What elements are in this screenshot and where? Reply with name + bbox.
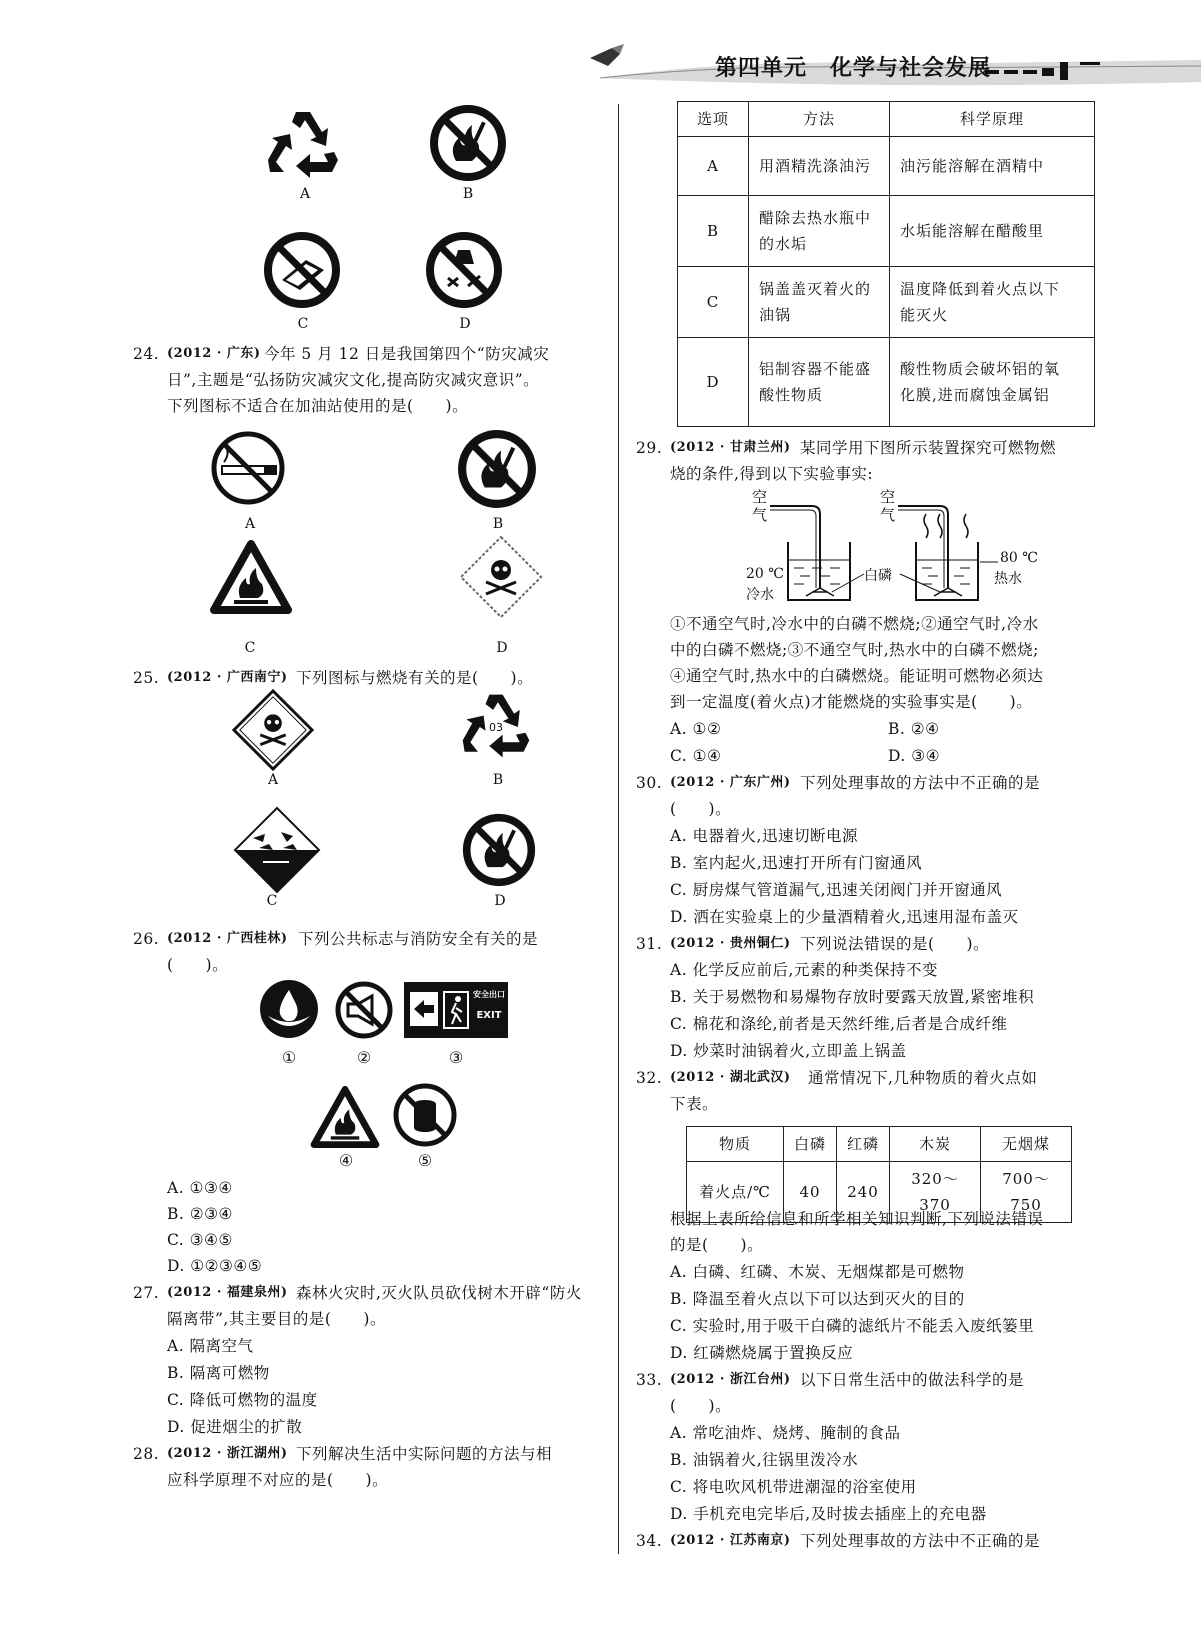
q31-option-b: B. 关于易燃物和易爆物存放时要露天放置,紧密堆积 [670,988,1035,1006]
q29-fact-2: 中的白磷不燃烧;③不通空气时,热水中的白磷不燃烧; [670,641,1039,659]
table-header: 科学原理 [890,102,1095,137]
q33-text: 以下日常生活中的做法科学的是 [800,1371,1025,1389]
table-cell: 700～750 [981,1162,1072,1223]
q26-text-2: ( )。 [167,956,229,974]
table-header-row [678,102,1095,137]
q24-label-d: D [496,640,508,656]
q34-source: (2012 · 江苏南京) [670,1533,791,1548]
q32-text-2: 下表。 [670,1095,719,1113]
exit-sign-cn: 安全出口 [473,990,505,999]
table-cell: 240 [837,1162,890,1223]
flammable-warning-icon [210,540,292,614]
table-header: 方法 [749,102,890,137]
q27-option-b: B. 隔离可燃物 [167,1364,270,1382]
table-row [678,338,1095,427]
q26-label-5: ⑤ [417,1151,433,1170]
recycle-code-icon [457,690,535,764]
table-header: 白磷 [784,1127,837,1162]
q29-fact-1: ①不通空气时,冷水中的白磷不燃烧;②通空气时,冷水 [670,615,1039,633]
q30-option-c: C. 厨房煤气管道漏气,迅速关闭阀门并开窗通风 [670,881,1003,899]
q33-option-d: D. 手机充电完毕后,及时拔去插座上的充电器 [670,1505,987,1523]
q24-label-a: A [244,516,256,532]
q26-label-2: ② [356,1048,372,1067]
table-cell [890,267,1095,338]
q29-source: (2012 · 甘肃兰州) [670,440,791,455]
cell-text: 温度降低到着火点以下能灭火 [900,280,1061,324]
q33-option-c: C. 将电吹风机带进潮湿的浴室使用 [670,1478,917,1496]
exit-sign-text: EXIT [476,1010,502,1021]
q29-option-b: B. ②④ [888,720,940,738]
toxic-diamond-icon [458,534,544,620]
no-flammables-icon [392,1082,458,1148]
q27-num: 27. [133,1284,160,1302]
q26-label-3: ③ [448,1048,464,1067]
right-temp-label: 80 ℃ [1000,550,1038,566]
no-open-flame-icon [456,428,538,510]
air-label-left: 空气 [752,488,768,524]
q31-text: 下列说法错误的是( )。 [800,935,990,953]
q32-option-a: A. 白磷、红磷、木炭、无烟煤都是可燃物 [670,1263,965,1281]
table-cell: 着火点/℃ [687,1162,784,1223]
table-cell: A [678,137,749,196]
q31-option-d: D. 炒菜时油锅着火,立即盖上锅盖 [670,1042,907,1060]
q26-option-c: C. ③④⑤ [167,1231,233,1249]
table-cell: 320～370 [890,1162,981,1223]
q32-source: (2012 · 湖北武汉) [670,1070,791,1085]
running-man-icon [442,990,470,1030]
q26-label-4: ④ [338,1151,354,1170]
q24-text-1: 今年 5 月 12 日是我国第四个“防灾减灾 [264,345,550,363]
table-cell [749,338,890,427]
table-header: 红磷 [837,1127,890,1162]
q32-option-c: C. 实验时,用于吸干白磷的滤纸片不能丢入废纸篓里 [670,1317,1035,1335]
q29-option-d: D. ③④ [888,747,941,765]
exit-arrow-icon [410,992,438,1026]
table-cell: B [678,196,749,267]
q25-label-d: D [494,893,506,909]
q32-option-d: D. 红磷燃烧属于置换反应 [670,1344,854,1362]
exit-sign-icon [404,982,508,1038]
table-cell: 水垢能溶解在醋酸里 [890,196,1095,267]
q27-option-a: A. 隔离空气 [167,1337,254,1355]
left-temp-label: 20 ℃ [746,566,784,582]
q32-num: 32. [636,1069,663,1087]
q23-label-b: B [462,186,474,202]
column-divider [618,104,619,1554]
q30-num: 30. [636,774,663,792]
q29-fact-4: 到一定温度(着火点)才能燃烧的实验事实是( )。 [670,693,1033,711]
q32-option-b: B. 降温至着火点以下可以达到灭火的目的 [670,1290,965,1308]
q31-num: 31. [636,935,663,953]
q23-label-d: D [459,316,471,332]
q33-num: 33. [636,1371,663,1389]
q26-option-d: D. ①②③④⑤ [167,1257,263,1275]
toxic-diamond-icon [231,688,315,772]
q28-text-2: 应科学原理不对应的是( )。 [167,1471,389,1489]
q25-text: 下列图标与燃烧有关的是( )。 [296,669,534,687]
recycle-icon [262,108,344,184]
table-cell [749,267,890,338]
q29-option-a: A. ①② [670,720,722,738]
water-saving-icon [258,978,320,1040]
recycle-code-text: 03 [489,721,503,734]
q26-source: (2012 · 广西桂林) [167,931,288,946]
q28-text: 下列解决生活中实际问题的方法与相 [296,1445,553,1463]
table-header: 无烟煤 [981,1127,1072,1162]
q30-option-d: D. 洒在实验桌上的少量酒精着火,迅速用湿布盖灭 [670,908,1019,926]
no-open-flame-icon [461,812,537,888]
q30-option-b: B. 室内起火,迅速打开所有门窗通风 [670,854,923,872]
right-water-label: 热水 [994,571,1022,587]
q33-text-2: ( )。 [670,1397,732,1415]
table-cell: 油污能溶解在酒精中 [890,137,1095,196]
q30-option-a: A. 电器着火,迅速切断电源 [670,827,858,845]
q32-text-3: 根据上表所给信息和所学相关知识判断,下列说法错误 [670,1210,1044,1228]
q23-label-a: A [299,186,311,202]
cell-text: 酸性物质会破坏铝的氧化膜,进而腐蚀金属铝 [900,360,1061,404]
q30-text-2: ( )。 [670,800,732,818]
q27-text-2: 隔离带”,其主要目的是( )。 [167,1310,386,1328]
q28-source: (2012 · 浙江湖州) [167,1446,288,1461]
page-header-title: 第四单元 化学与社会发展 [715,56,992,81]
table-cell [749,196,890,267]
q29-option-c: C. ①④ [670,747,722,765]
q27-option-d: D. 促进烟尘的扩散 [167,1418,303,1436]
q28-num: 28. [133,1445,160,1463]
q24-source: (2012 · 广东) [167,346,261,361]
q30-source: (2012 · 广东广州) [670,775,791,790]
table-row [678,196,1095,267]
q28-table [677,101,1095,427]
q25-source: (2012 · 广西南宁) [167,670,288,685]
q27-text: 森林火灾时,灭火队员砍伐树木开辟“防火 [296,1284,582,1302]
q34-num: 34. [636,1532,663,1550]
table-header: 木炭 [890,1127,981,1162]
q32-text: 通常情况下,几种物质的着火点如 [808,1069,1038,1087]
no-matches-icon [262,230,342,310]
q25-label-b: B [492,772,504,788]
q29-text-2: 烧的条件,得到以下实验事实: [670,465,874,483]
q26-label-1: ① [281,1048,297,1067]
q26-num: 26. [133,930,160,948]
cell-text: 用酒精洗涤油污 [759,157,872,175]
q26-option-b: B. ②③④ [167,1205,233,1223]
q33-source: (2012 · 浙江台州) [670,1372,791,1387]
q25-label-a: A [267,772,279,788]
q23-label-c: C [297,316,309,332]
q33-option-a: A. 常吃油炸、烧烤、腌制的食品 [670,1424,901,1442]
no-open-flame-icon [428,103,508,183]
q29-text: 某同学用下图所示装置探究可燃物燃 [800,439,1057,457]
q27-source: (2012 · 福建泉州) [167,1285,288,1300]
table-cell: D [678,338,749,427]
q24-text-3: 下列图标不适合在加油站使用的是( )。 [167,397,469,415]
q24-text-2: 日”,主题是“弘扬防灾减灾文化,提高防灾减灾意识”。 [167,371,540,389]
left-water-label: 冷水 [746,587,774,603]
q26-option-a: A. ①③④ [167,1179,233,1197]
q31-option-a: A. 化学反应前后,元素的种类保持不变 [670,961,938,979]
q29-num: 29. [636,439,663,457]
q25-label-c: C [266,893,278,909]
table-header: 物质 [687,1127,784,1162]
table-cell: C [678,267,749,338]
table-cell: 40 [784,1162,837,1223]
table-header-row [687,1127,1072,1162]
q30-text: 下列处理事故的方法中不正确的是 [800,774,1041,792]
table-cell [890,338,1095,427]
experiment-diagram [740,488,1040,606]
q25-num: 25. [133,669,160,687]
q34-text: 下列处理事故的方法中不正确的是 [800,1532,1041,1550]
air-label-right: 空气 [880,488,896,524]
q24-label-b: B [492,516,504,532]
q31-source: (2012 · 贵州铜仁) [670,936,791,951]
q26-text: 下列公共标志与消防安全有关的是 [298,930,539,948]
q32-text-4: 的是( )。 [670,1236,764,1254]
cell-text: 锅盖盖灭着火的油锅 [759,280,872,324]
cell-text: 醋除去热水瓶中的水垢 [759,209,872,253]
q24-num: 24. [133,345,160,363]
phosphorus-label: 白磷 [864,568,892,584]
table-header: 选项 [678,102,749,137]
q27-option-c: C. 降低可燃物的温度 [167,1391,318,1409]
q29-fact-3: ④通空气时,热水中的白磷燃烧。能证明可燃物必须达 [670,667,1044,685]
flammable-warning-icon [310,1086,380,1148]
table-cell [749,137,890,196]
no-honking-icon [334,980,394,1040]
table-row [678,137,1095,196]
q31-option-c: C. 棉花和涤纶,前者是天然纤维,后者是合成纤维 [670,1015,1008,1033]
no-fireworks-icon [424,230,504,310]
q24-label-c: C [244,640,256,656]
cell-text: 铝制容器不能盛酸性物质 [759,360,872,404]
corrosive-diamond-icon [233,806,321,894]
no-smoking-icon [208,428,288,508]
table-row [678,267,1095,338]
q33-option-b: B. 油锅着火,往锅里泼冷水 [670,1451,859,1469]
